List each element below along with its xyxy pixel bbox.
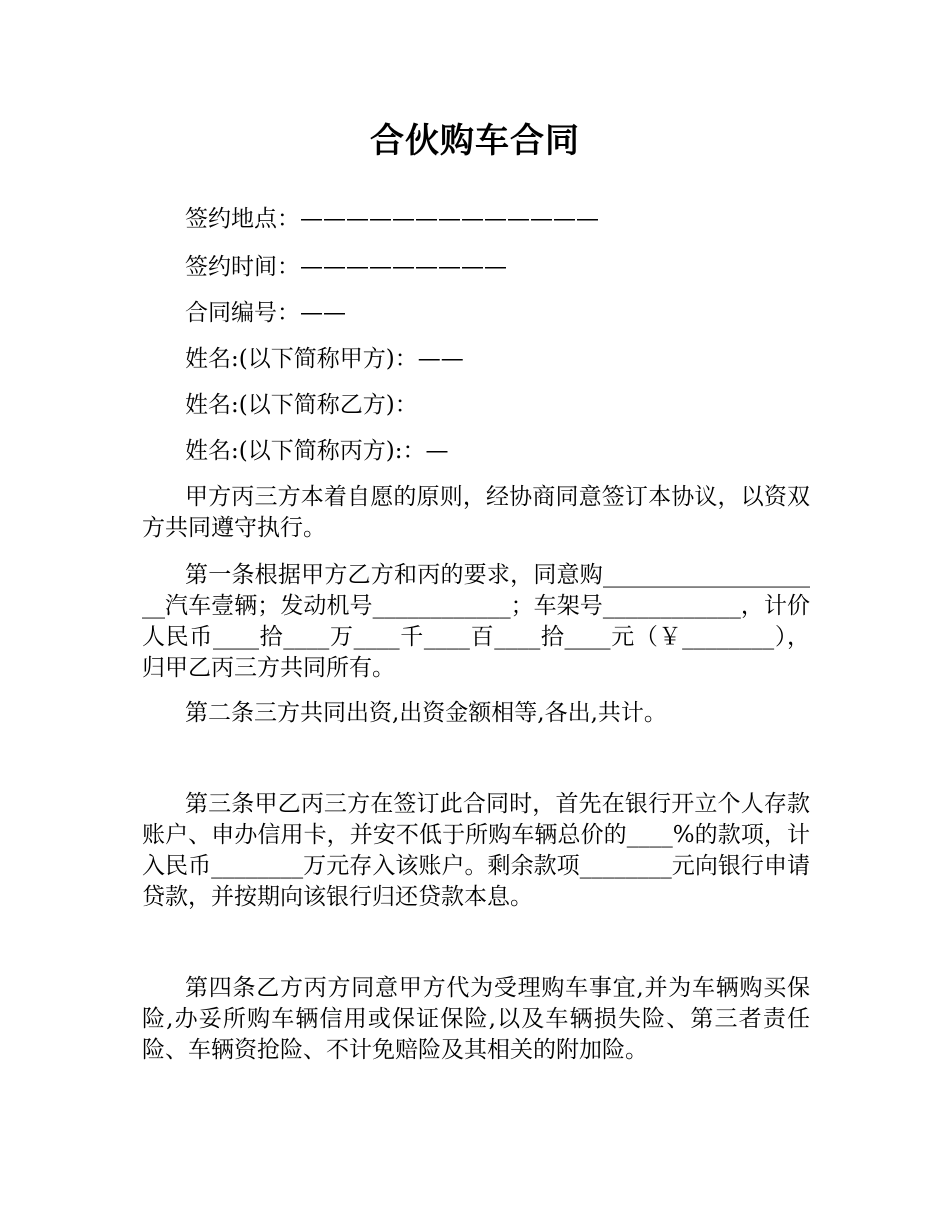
field-party-c-name: 姓名:(以下简称丙方):：— (185, 438, 449, 464)
field-party-a-name: 姓名:(以下简称甲方)：—— (185, 346, 464, 372)
article-3-paragraph: 第三条甲乙丙三方在签订此合同时，首先在银行开立个人存款账户、申办信用卡，并安不低于所购车辆总价的____%的款项，计入民币________万元存入该账户。剩余款项________元向银行申请贷款，并按期向该银行归还贷款本息。 (142, 791, 810, 910)
article-4-paragraph: 第四条乙方丙方同意甲方代为受理购车事宜,并为车辆购买保险,办妥所购车辆信用或保证保险,以及车辆损失险、第三者责任险、车辆资抢险、不计免赔险及其相关的附加险。 (142, 975, 810, 1063)
field-contract-number: 合同编号：—— (185, 300, 346, 326)
article-2-paragraph: 第二条三方共同出资,出资金额相等,各出,共计。 (185, 700, 667, 726)
preamble-paragraph: 甲方丙三方本着自愿的原则，经协商同意签订本协议，以资双方共同遵守执行。 (142, 484, 810, 541)
field-signing-time: 签约时间：————————— (185, 254, 507, 280)
document-title: 合伙购车合同 (370, 121, 580, 161)
field-signing-place: 签约地点：————————————— (185, 206, 599, 232)
article-1-paragraph: 第一条根据甲方乙方和丙的要求，同意购____________________汽车壹辆；发动机号____________；车架号____________，计价人民币____拾____万____千____百____拾____元（￥________），归甲乙丙三方共同所有。 (142, 562, 810, 681)
field-party-b-name: 姓名:(以下简称乙方)： (185, 392, 418, 418)
